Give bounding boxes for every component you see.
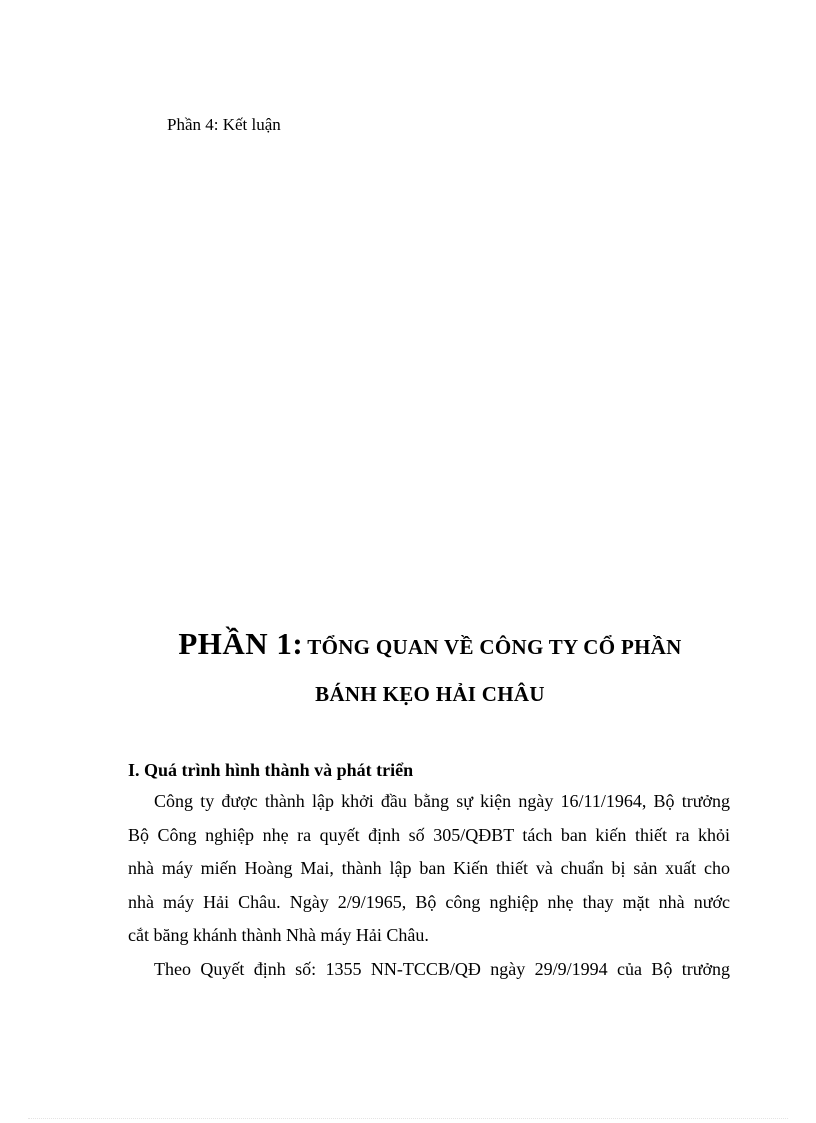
paragraph-1 [128, 785, 730, 953]
chapter-title-line-1: TỔNG QUAN VỀ CÔNG TY CỔ PHẦN [307, 635, 682, 659]
section-heading: I. Quá trình hình thành và phát triển [128, 760, 414, 780]
paragraph-line: nhà máy miến Hoàng Mai, thành lập ban Kiến thiết và chuẩn bị sản xuất cho [128, 858, 730, 878]
paragraph-line: Bộ Công nghiệp nhẹ ra quyết định số 305/QĐBT tách ban kiến thiết ra khỏi [128, 824, 730, 845]
paragraph-line: Theo Quyết định số: 1355 NN-TCCB/QĐ ngày 29/9/1994 của Bộ trưởng [154, 959, 730, 979]
chapter-number: PHẦN 1: [178, 626, 304, 661]
paragraph-line: cắt băng khánh thành Nhà máy Hải Châu. [128, 925, 429, 945]
chapter-title [110, 622, 750, 666]
paragraph-2 [128, 953, 730, 987]
chapter-title-line-2: BÁNH KẸO HẢI CHÂU [315, 682, 545, 706]
paragraph-line: Công ty được thành lập khởi đầu bằng sự kiện ngày 16/11/1964, Bộ trưởng [154, 791, 730, 811]
toc-entry-part-4: Phần 4: Kết luận [167, 115, 281, 134]
paragraph-line: nhà máy Hải Châu. Ngày 2/9/1965, Bộ công nghiệp nhẹ thay mặt nhà nước [128, 891, 730, 912]
page-bottom-divider [28, 1118, 788, 1119]
